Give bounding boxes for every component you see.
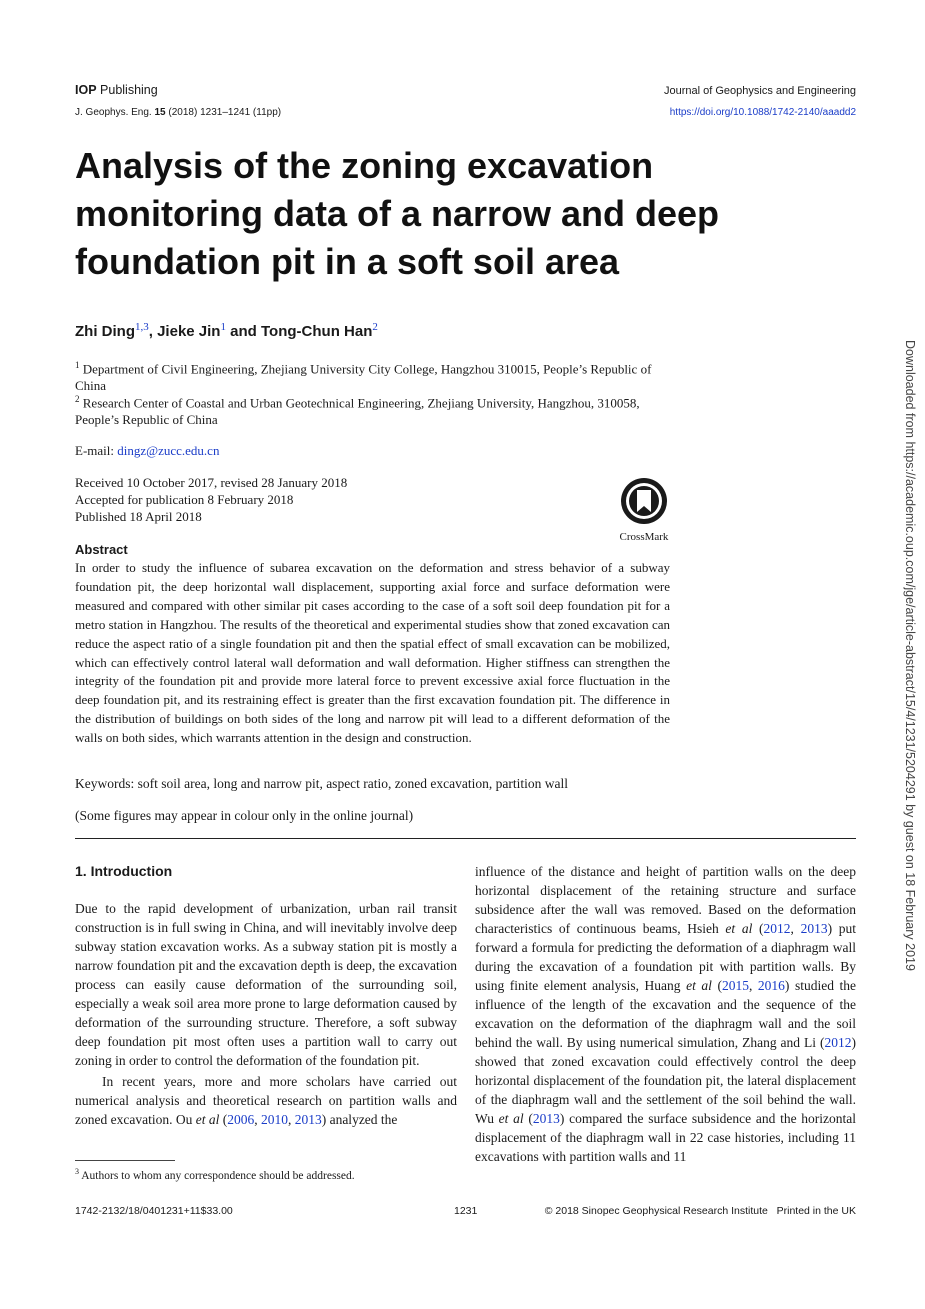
- author-separator: ,: [148, 323, 158, 340]
- abstract-text: In order to study the influence of subarea excavation on the deformation and stress behavior of a subway foundation pit, the deep horizontal wall displacement, supporting axial force and surface deformation were measured and compared with other similar pit cases according to the case of a soft soil deep foundation pit for a metro station in Hangzhou. The results of the theoretical and experimental studies show that zoned excavation can reduce the aspect ratio of a single foundation pit and then the spatial effect of small excavation can be mobilized, which can effectively control lateral wall deformation and wall deformation. Higher stiffness can strengthen the integrity of the foundation pit and provide more lateral force to prevent excessive axial force fluctuation in the deep foundation pit, and its restraining effect is greater than the first excavation foundation pit. The difference in the distribution of buildings on both sides of the long and narrow pit will lead to a different deformation of the walls on both sides, which warrants attention in the design and construction.: [75, 560, 670, 746]
- citation-link[interactable]: 2015: [721, 978, 749, 993]
- paragraph: In recent years, more and more scholars have carried out numerical analysis and theoretical research on partition walls and zoned excavation. Ou et al (2006, 2010, 2013) analyzed the: [75, 1074, 457, 1127]
- page-number: 1231: [454, 1205, 478, 1217]
- page-title: Analysis of the zoning excavation monitoring data of a narrow and deep foundation pit in a soft soil area: [75, 145, 720, 282]
- footnote-divider: [75, 1160, 175, 1161]
- footnote-number: 3: [75, 1167, 79, 1176]
- et-al: et al: [195, 1112, 220, 1127]
- author-affiliation-link[interactable]: 2: [372, 321, 378, 333]
- author-affiliation-link[interactable]: 1: [220, 321, 226, 333]
- paragraph-text: influence of the distance and height of partition walls on the deep horizontal displacement of the retaining structure and surface subsidence after the wall was removed. Based on the deformation characteristics of continuous beams, Hsieh: [475, 864, 856, 936]
- paragraph-text: compared the surface subsidence and the horizontal displacement of the diaphragm wall in 22 case histories, including 11 excavations with partition walls and 11: [475, 1111, 857, 1164]
- citation-link[interactable]: 2013: [800, 921, 828, 936]
- paragraph-text: In recent years, more and more scholars have carried out numerical analysis and theoretical research on partition walls and zoned excavation. Ou: [75, 1074, 457, 1127]
- paragraph-text: analyzed the: [329, 1112, 398, 1127]
- et-al: et al: [725, 921, 753, 936]
- doi-link[interactable]: https://doi.org/10.1088/1742-2140/aaadd2: [669, 107, 856, 118]
- publisher-word: Publishing: [100, 83, 158, 97]
- body-column-left: [75, 899, 457, 1129]
- affiliation-number: 1: [75, 360, 80, 370]
- publisher-logo: [75, 83, 158, 97]
- author-list: [75, 321, 378, 340]
- download-sidebar: [901, 340, 921, 980]
- author-name: Tong-Chun Han: [261, 323, 373, 340]
- author-separator: and: [225, 323, 261, 340]
- body-column-right: influence of the distance and height of partition walls on the deep horizontal displacement of the retaining structure and surface subsidence after the wall was removed. Based on the deformation characteristics of continuous beams, Hsieh et al (2012, 2013) put forward a formula for predicting the deformation of a diaphragm wall during the excavation of a foundation pit with partition walls. By using finite element analysis, Huang et al (2015, 2016) studied the influence of the length of the excavation and the sequence of the excavation on the deformation of the diaphragm wall and the soil behind the wall. By using numerical simulation, Zhang and Li (2012) showed that zoned excavation could effectively control the deep horizontal displacement of the foundation pit, the lateral displacement of the diaphragm wall and the settlement of the soil behind the wall. Wu et al (2013) compared the surface subsidence and the horizontal displacement of the diaphragm wall in 22 case histories, including 11 excavations with partition walls and 11: [475, 864, 857, 1164]
- author-name: Zhi Ding: [75, 323, 135, 340]
- citation-suffix: (2018) 1231–1241 (11pp): [168, 107, 282, 118]
- author-affiliation-link[interactable]: 1,3: [135, 321, 149, 333]
- email-link[interactable]: dingz@zucc.edu.cn: [117, 443, 220, 458]
- citation-link[interactable]: 2006: [227, 1112, 255, 1127]
- paragraph-text: showed that zoned excavation could effectively control the deep horizontal displacement of the foundation pit, the lateral displacement of the diaphragm wall and the settlement of the soil behind the wall. Wu: [475, 1054, 856, 1126]
- published-date: Published 18 April 2018: [75, 509, 202, 524]
- section-divider: [75, 838, 856, 839]
- author-name: Jieke Jin: [157, 323, 221, 340]
- paragraph-text: put forward a formula for predicting the deformation of a diaphragm wall during the excavation of a foundation pit with partition walls. By using finite element analysis, Huang: [475, 921, 856, 993]
- keywords: Keywords: soft soil area, long and narrow pit, aspect ratio, zoned excavation, partition wall: [75, 776, 568, 791]
- crossmark-badge[interactable]: [614, 476, 674, 543]
- citation-link[interactable]: 2010: [260, 1112, 288, 1127]
- citation-link[interactable]: 2013: [294, 1112, 322, 1127]
- paragraph: Due to the rapid development of urbanization, urban rail transit construction is in full swing in China, and will inevitably involve deep subway station excavation works. As a subway station pit is mostly a narrow foundation pit and the excavation depth is deep, the excavation process can easily cause deformation of the surrounding soil, especially a weak soil area more prone to large deformation caused by deformation of the surrounding structure. Therefore, a soft subway deep foundation pit most often uses a partition wall to carry out zoning in order to control the deformation of the foundation pit.: [75, 901, 457, 1068]
- citation-prefix: J. Geophys. Eng.: [75, 107, 152, 118]
- citation-link[interactable]: 2012: [824, 1035, 852, 1050]
- affiliation-text: Research Center of Coastal and Urban Geotechnical Engineering, Zhejiang University, Hangzhou, 310058, People’s Republic of China: [75, 395, 640, 428]
- crossmark-label: CrossMark: [619, 531, 669, 543]
- publisher-brand: IOP: [75, 83, 97, 97]
- affiliation-number: 2: [75, 394, 80, 404]
- received-date: Received 10 October 2017, revised 28 January 2018: [75, 475, 348, 490]
- citation-link[interactable]: 2013: [532, 1111, 560, 1126]
- paragraph-text: studied the influence of the length of the excavation and the sequence of the excavation on the deformation of the diaphragm wall and the soil behind the wall. By using numerical simulation, Zhang and Li: [475, 978, 857, 1050]
- citation: [75, 107, 281, 118]
- email-line: [75, 443, 219, 459]
- accepted-date: Accepted for publication 8 February 2018: [75, 492, 294, 507]
- email-label: E-mail:: [75, 443, 114, 458]
- footnote-text: Authors to whom any correspondence should be addressed.: [81, 1169, 355, 1182]
- citation-volume: 15: [154, 107, 166, 118]
- et-al: et al: [498, 1111, 524, 1126]
- footer-issn: 1742-2132/18/0401231+11$33.00: [75, 1205, 233, 1217]
- article-dates: [75, 474, 347, 525]
- colour-note: (Some figures may appear in colour only in the online journal): [75, 808, 414, 823]
- download-note: Downloaded from https://academic.oup.com/jge/article-abstract/15/4/1231/5204291 by guest on 18 February 2019: [903, 340, 917, 971]
- journal-name: Journal of Geophysics and Engineering: [663, 85, 856, 97]
- affiliation-text: Department of Civil Engineering, Zhejiang University City College, Hangzhou 310015, People’s Republic of China: [75, 361, 652, 394]
- affiliation: [75, 357, 675, 394]
- affiliation: [75, 391, 675, 428]
- citation-link[interactable]: 2012: [763, 921, 791, 936]
- section-heading: 1. Introduction: [75, 863, 173, 879]
- citation-link[interactable]: 2016: [757, 978, 785, 993]
- crossmark-icon: [619, 476, 669, 526]
- abstract-heading: Abstract: [75, 542, 128, 557]
- footer-copyright: © 2018 Sinopec Geophysical Research Institute Printed in the UK: [544, 1205, 856, 1217]
- footnote: [75, 1167, 355, 1182]
- et-al: et al: [686, 978, 712, 993]
